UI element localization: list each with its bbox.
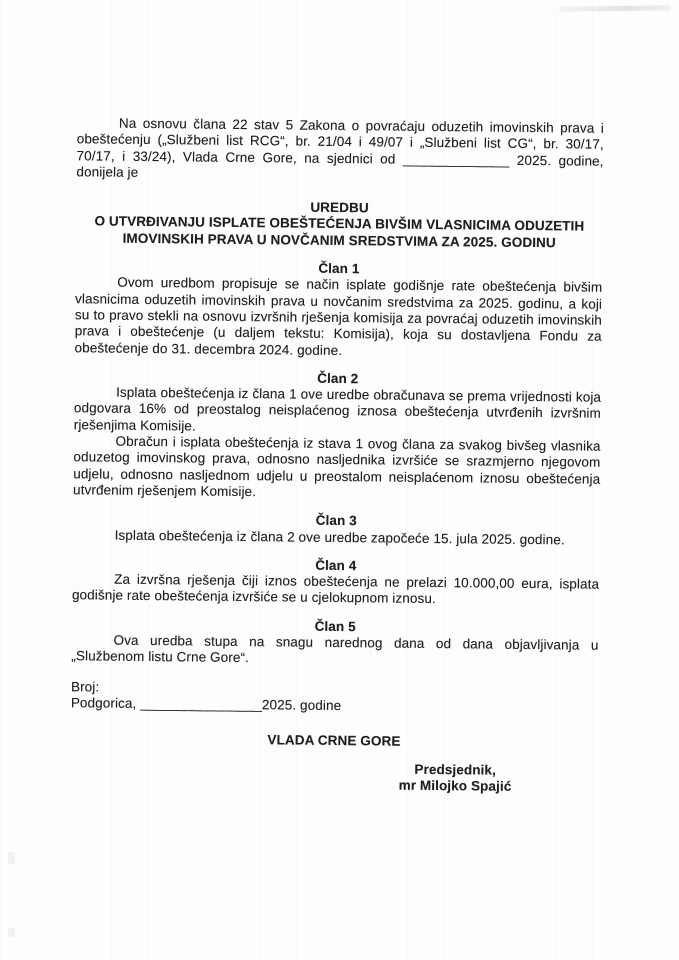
article-3 (73, 510, 600, 548)
article-4-heading: Član 4 (315, 557, 357, 574)
article-1-heading: Član 1 (318, 260, 360, 277)
article-5-heading: Član 5 (314, 618, 356, 634)
signature-block (345, 761, 565, 796)
scan-speck-artifact (8, 928, 15, 937)
article-3-heading: Član 3 (315, 512, 357, 529)
place-date-line: Podgorica, ________________2025. godine (70, 695, 342, 713)
article-1 (74, 258, 602, 361)
article-4-paragraph-1: Za izvršna rješenja čiji iznos obeštećenja ne prelazi 10.000,00 eura, isplata godišnje rate obeštećenja izvršiće se u cjelokupnom iznosu. (71, 571, 600, 607)
article-2-paragraph-2: Obračun i isplata obeštećenja iz stava 1 ovog člana za svakog bivšeg vlasnika oduzetog imovinskog prava, odnosno nasljednika izvršiće se srazmjerno njegovom udjelu, odnosno nasljednom udjelu u preostalom neisplaćenom iznosu obeštećenja utvrđenim rješenjem Komisije. (73, 433, 601, 500)
signature-name: mr Milojko Spajić (398, 777, 512, 794)
decree-title: UREDBU (310, 199, 369, 216)
article-3-paragraph-1: Isplata obeštećenja iz člana 2 ove uredbe započeće 15. jula 2025. godine. (114, 527, 565, 547)
decree-title-block (76, 197, 603, 251)
number-label: Broj: (70, 678, 100, 695)
article-2-heading: Član 2 (317, 370, 359, 387)
document-number-block (71, 679, 598, 717)
article-5-paragraph-1: Ova uredba stupa na snagu narednog dana od dana objavljivanja u „Službenom listu Crne Gore“. (71, 632, 599, 666)
signature-role: Predsjednik, (414, 761, 496, 778)
article-4 (72, 555, 599, 609)
article-2 (73, 368, 601, 504)
article-1-paragraph-1: Ovom uredbom propisuje se način isplate godišnje rate obeštećenja bivšim vlasnicima oduzetih imovinskih prava u novčanim sredstvima za 2025. godinu, a koji su to pravo stekli na osnovu izvršnih rješenja komisija za povraćaj oduzetih imovinskih prava i obeštećenje (u daljem tekstu: Komisija), koja su dostavljena Fondu za obeštećenje do 31. decembra 2024. godine. (74, 275, 603, 358)
preamble-paragraph: Na osnovu člana 22 stav 5 Zakona o povraćaju oduzetih imovinskih prava i obeštećenju („Službeni list RCG“, br. 21/04 i 49/07 i „Službeni list CG“, br. 30/17, 70/17, i 33/24), Vlada Crne Gore, na sjednici od ______________ 2025. godine, donijela je (76, 115, 604, 180)
issuer-title: VLADA CRNE GORE (267, 732, 401, 749)
scan-speck-artifact (8, 852, 15, 864)
scan-smudge-artifact (559, 5, 671, 12)
document-content (70, 115, 604, 796)
article-2-paragraph-1: Isplata obeštećenja iz člana 1 ove uredbe obračunava se prema vrijednosti koja odgovara 16% od preostalog neisplaćenog iznosa obeštećenja utvrđenih izvršnim rješenjima Komisije. (73, 384, 602, 434)
decree-subtitle: O UTVRĐIVANJU ISPLATE OBEŠTEĆENJA BIVŠIM VLASNICIMA ODUZETIH IMOVINSKIH PRAVA U NOVČANIM SREDSTVIMA ZA 2025. GODINU (94, 213, 585, 251)
article-5 (71, 616, 598, 670)
